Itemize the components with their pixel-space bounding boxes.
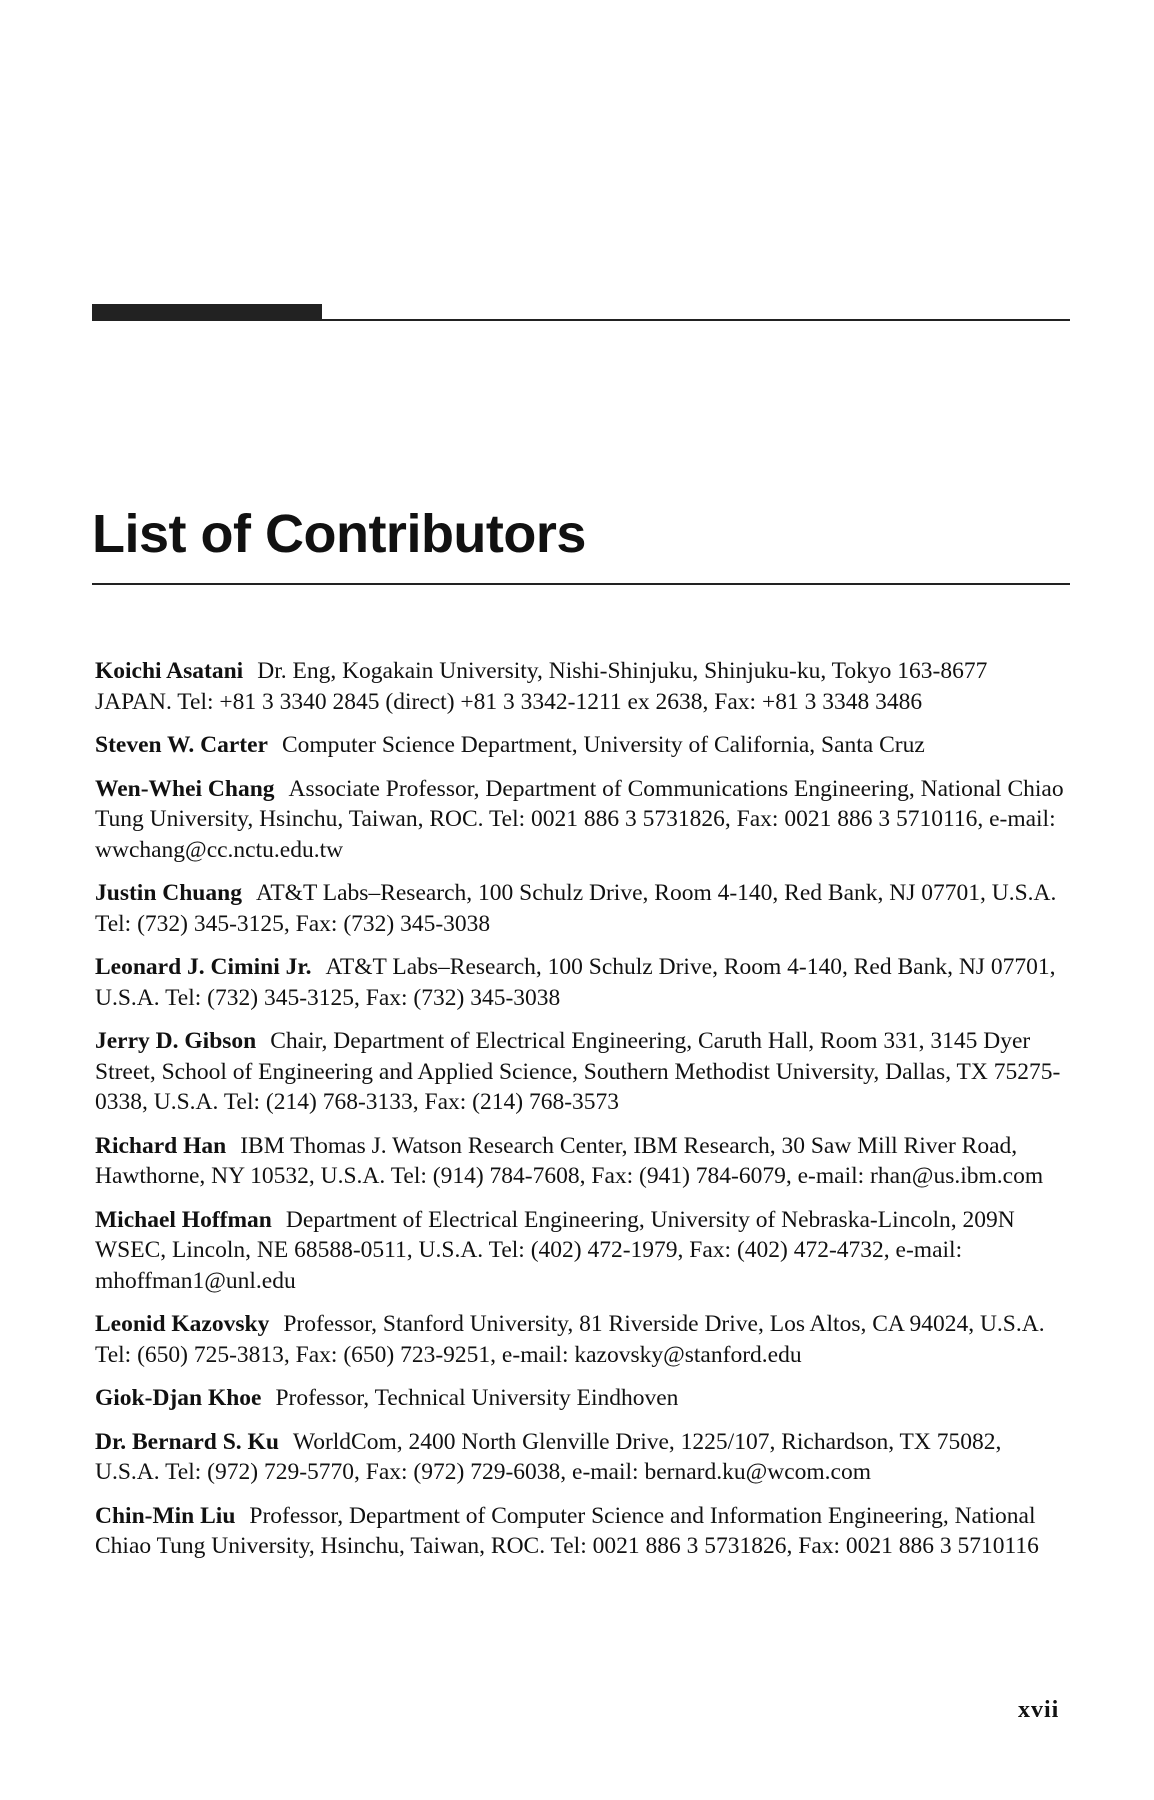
contributor-entry	[95, 1501, 1070, 1562]
page-number: xvii	[1018, 1697, 1060, 1723]
contributor-entry	[95, 1383, 1070, 1414]
contributor-name: Koichi Asatani	[95, 658, 244, 684]
contributor-details: Professor, Stanford University, 81 Riverside Drive, Los Altos, CA 94024, U.S.A. Tel: (650) 725-3813, Fax: (650) 723-9251, e-mail: kazovsky@stanford.edu	[95, 1311, 1045, 1368]
contributor-details: Chair, Department of Electrical Engineering, Caruth Hall, Room 331, 3145 Dyer Street, School of Engineering and Applied Science, Southern Methodist University, Dallas, TX 75275-0338, U.S.A. Tel: (214) 768-3133, Fax: (214) 768-3573	[95, 1028, 1061, 1115]
chapter-marker-bar	[92, 304, 322, 321]
contributor-entry	[95, 1205, 1070, 1297]
contributor-details: Associate Professor, Department of Communications Engineering, National Chiao Tung University, Hsinchu, Taiwan, ROC. Tel: 0021 886 3 5731826, Fax: 0021 886 3 5710116, e-mail: wwchang@cc.nctu.edu.tw	[95, 775, 1064, 863]
contributor-details: IBM Thomas J. Watson Research Center, IBM Research, 30 Saw Mill River Road, Hawthorne, NY 10532, U.S.A. Tel: (914) 784-7608, Fax: (941) 784-6079, e-mail: rhan@us.ibm.com	[95, 1132, 1044, 1189]
contributor-name: Michael Hoffman	[95, 1206, 272, 1233]
page-title: List of Contributors	[92, 504, 586, 564]
contributor-name: Giok-Djan Khoe	[95, 1385, 262, 1411]
contributor-name: Wen-Whei Chang	[95, 775, 275, 802]
contributor-list	[95, 656, 1070, 1575]
contributor-name: Leonid Kazovsky	[95, 1311, 270, 1337]
contributor-entry	[95, 1131, 1070, 1192]
contributor-entry	[95, 1026, 1070, 1118]
contributor-details: AT&T Labs–Research, 100 Schulz Drive, Room 4-140, Red Bank, NJ 07701, U.S.A. Tel: (732) 345-3125, Fax: (732) 345-3038	[95, 954, 1056, 1011]
contributor-details: Professor, Department of Computer Science and Information Engineering, National Chiao Tung University, Hsinchu, Taiwan, ROC. Tel: 0021 886 3 5731826, Fax: 0021 886 3 5710116	[95, 1502, 1039, 1559]
contributor-entry	[95, 1309, 1070, 1370]
contributor-entry	[95, 730, 1070, 761]
contributor-name: Richard Han	[95, 1132, 227, 1159]
contributor-entry	[95, 656, 1070, 717]
contributor-name: Jerry D. Gibson	[95, 1028, 257, 1054]
contributor-details: Dr. Eng, Kogakain University, Nishi-Shinjuku, Shinjuku-ku, Tokyo 163-8677 JAPAN. Tel: +81 3 3340 2845 (direct) +81 3 3342-1211 ex 2638, Fax: +81 3 3348 3486	[95, 658, 988, 715]
contributor-name: Chin-Min Liu	[95, 1502, 236, 1529]
contributor-details: Professor, Technical University Eindhoven	[275, 1385, 679, 1411]
contributor-details: Computer Science Department, University of California, Santa Cruz	[281, 732, 925, 758]
contributor-entry	[95, 952, 1070, 1013]
contributor-name: Justin Chuang	[95, 880, 242, 906]
contributor-name: Leonard J. Cimini Jr.	[95, 954, 312, 980]
contributor-name: Steven W. Carter	[95, 732, 268, 758]
contributor-entry	[95, 878, 1070, 939]
contributor-entry	[95, 774, 1070, 866]
contributor-entry	[95, 1427, 1070, 1488]
contributor-details: WorldCom, 2400 North Glenville Drive, 1225/107, Richardson, TX 75082, U.S.A. Tel: (972) 729-5770, Fax: (972) 729-6038, e-mail: bernard.ku@wcom.com	[95, 1428, 1002, 1485]
title-rule	[92, 583, 1070, 585]
contributor-details: AT&T Labs–Research, 100 Schulz Drive, Room 4-140, Red Bank, NJ 07701, U.S.A. Tel: (732) 345-3125, Fax: (732) 345-3038	[95, 880, 1057, 937]
contributor-details: Department of Electrical Engineering, University of Nebraska-Lincoln, 209N WSEC, Lincoln, NE 68588-0511, U.S.A. Tel: (402) 472-1979, Fax: (402) 472-4732, e-mail: mhoffman1@unl.edu	[95, 1206, 1015, 1294]
contributor-name: Dr. Bernard S. Ku	[95, 1428, 279, 1455]
